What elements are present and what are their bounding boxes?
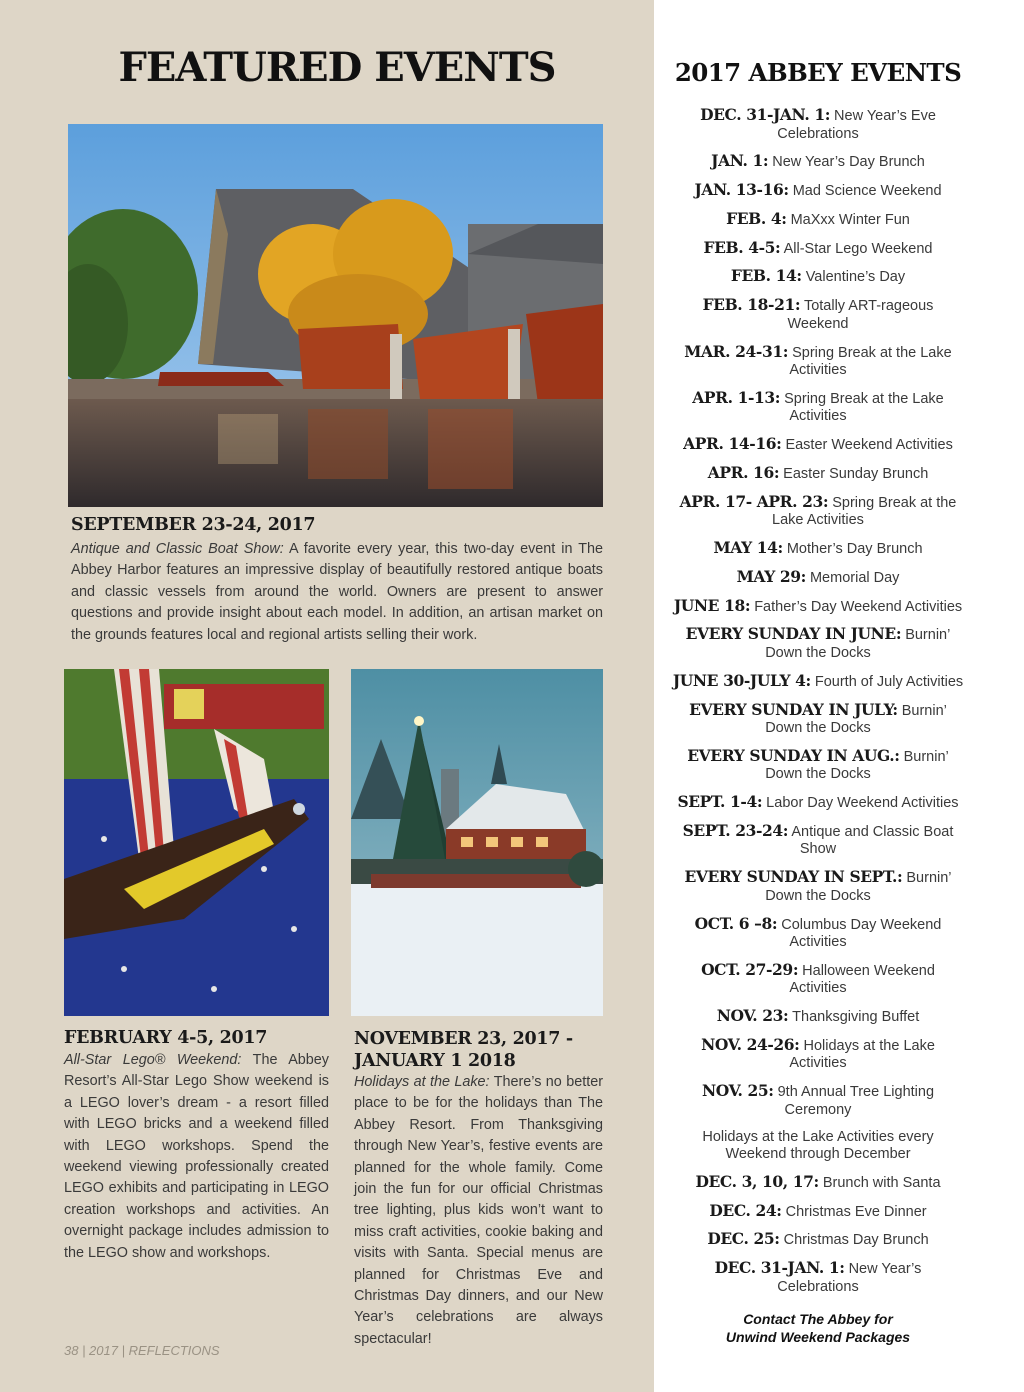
- schedule-item: [672, 296, 964, 333]
- schedule-item-date: NOV. 23:: [716, 1006, 789, 1026]
- schedule-item: [672, 1259, 964, 1296]
- schedule-item: [672, 915, 964, 952]
- schedule-item: [672, 1036, 964, 1073]
- event-description: [64, 1050, 329, 1264]
- schedule-item-text: Burnin’ Down the Docks: [765, 870, 952, 904]
- schedule-item: [672, 1173, 964, 1193]
- abbey-events-panel: [654, 0, 1024, 1392]
- schedule-item: [672, 539, 964, 559]
- schedule-item-text: Columbus Day Weekend Activities: [777, 916, 942, 951]
- schedule-item-date: JAN. 13-16:: [694, 180, 789, 200]
- schedule-item: [672, 1007, 964, 1027]
- schedule-list: [672, 106, 964, 1346]
- schedule-item-text: Father’s Day Weekend Activities: [750, 598, 963, 615]
- schedule-item: [672, 464, 964, 484]
- schedule-item-date: JUNE 18:: [673, 595, 751, 615]
- schedule-item-date: OCT. 27-29:: [701, 959, 799, 979]
- event-text: There’s no better place to be for the holidays than The Abbey Resort. From Thanksgiving through New Year’s, festive events are planned for the whole family. Come join the fun for our official Christmas tree lighting, plus kids won’t want to miss craft activities, cookie baking and visits with Santa. Special menus are planned for Christmas Eve and Christmas Day dinners, and our New Year’s celebrations are always spectacular!: [354, 1074, 603, 1347]
- schedule-item-date: FEB. 4:: [726, 208, 787, 228]
- schedule-item-text: New Year’s Day Brunch: [768, 154, 925, 171]
- schedule-item: [672, 343, 964, 380]
- schedule-item: [672, 435, 964, 455]
- event-name: All-Star Lego® Weekend:: [64, 1052, 242, 1068]
- event-name: Antique and Classic Boat Show:: [71, 541, 284, 557]
- schedule-item-text: New Year’s Celebrations: [777, 1261, 922, 1295]
- event-date: SEPTEMBER 23-24, 2017: [71, 515, 316, 535]
- schedule-item-text: Antique and Classic Boat Show: [788, 823, 954, 858]
- event-date: FEBRUARY 4-5, 2017: [64, 1028, 268, 1048]
- schedule-item: [672, 106, 964, 143]
- contact-line: Unwind Weekend Packages: [725, 1329, 911, 1346]
- schedule-item-text: Holidays at the Lake Activities every Weekend through December: [702, 1128, 934, 1163]
- schedule-item: [672, 181, 964, 201]
- page-footer: 38 | 2017 | REFLECTIONS: [64, 1343, 220, 1358]
- schedule-item-date: DEC. 25:: [707, 1229, 780, 1249]
- schedule-item-date: FEB. 4-5:: [703, 237, 781, 257]
- lego-photo: [64, 669, 329, 1016]
- schedule-item: [672, 267, 964, 287]
- schedule-item-text: Halloween Weekend Activities: [789, 962, 935, 997]
- schedule-item: [672, 210, 964, 230]
- schedule-item-text: Labor Day Weekend Activities: [762, 795, 959, 812]
- contact-note: [672, 1310, 964, 1346]
- schedule-item-text: Easter Weekend Activities: [781, 437, 953, 454]
- schedule-item-text: Spring Break at the Lake Activities: [772, 494, 957, 529]
- schedule-item-date: NOV. 24-26:: [701, 1034, 800, 1054]
- schedule-item: [672, 1129, 964, 1164]
- schedule-item-date: EVERY SUNDAY IN AUG.:: [687, 745, 900, 765]
- schedule-item: [672, 793, 964, 813]
- schedule-item: [672, 597, 964, 617]
- page-title: FEATURED EVENTS: [118, 44, 556, 91]
- schedule-item-text: Mad Science Weekend: [788, 183, 942, 200]
- schedule-item-text: Valentine’s Day: [801, 269, 906, 286]
- schedule-item-text: New Year’s Eve Celebrations: [777, 108, 936, 142]
- schedule-item-date: EVERY SUNDAY IN JULY:: [689, 699, 898, 719]
- schedule-item-text: MaXxx Winter Fun: [786, 211, 910, 228]
- schedule-item-date: EVERY SUNDAY IN SEPT.:: [684, 867, 903, 887]
- schedule-item-date: APR. 17- APR. 23:: [679, 491, 829, 511]
- schedule-item: [672, 1202, 964, 1222]
- schedule-item-text: Spring Break at the Lake Activities: [780, 390, 944, 425]
- schedule-item-text: Memorial Day: [805, 569, 900, 586]
- schedule-item-text: Totally ART-rageous Weekend: [787, 298, 934, 332]
- schedule-item: [672, 152, 964, 172]
- schedule-item: [672, 239, 964, 259]
- schedule-item-date: NOV. 25:: [701, 1081, 774, 1101]
- schedule-item-date: DEC. 3, 10, 17:: [695, 1171, 819, 1191]
- schedule-item: [672, 389, 964, 426]
- schedule-item-text: Christmas Day Brunch: [779, 1232, 929, 1249]
- schedule-item-date: MAY 29:: [736, 566, 806, 586]
- schedule-item-text: Fourth of July Activities: [810, 673, 964, 690]
- schedule-title: 2017 ABBEY EVENTS: [674, 58, 962, 87]
- schedule-item-text: Thanksgiving Buffet: [788, 1009, 920, 1026]
- schedule-item-text: Mother’s Day Brunch: [782, 541, 923, 558]
- schedule-item-date: SEPT. 23-24:: [682, 820, 789, 840]
- schedule-item: [672, 568, 964, 588]
- event-text: The Abbey Resort’s All-Star Lego Show weekend is a LEGO lover’s dream - a resort filled with LEGO bricks and a weekend filled with LEGO workshops. Spend the weekend viewing professionally created LEGO exhibits and participating in LEGO creation workshops and activities. An overnight package includes admission to the LEGO show and workshops.: [64, 1052, 329, 1261]
- event-name: Holidays at the Lake:: [354, 1074, 490, 1090]
- schedule-item: [672, 961, 964, 998]
- schedule-item-text: Burnin’ Down the Docks: [765, 627, 951, 661]
- schedule-item-text: Burnin’ Down the Docks: [765, 702, 947, 737]
- schedule-item-date: DEC. 31-JAN. 1:: [700, 105, 831, 124]
- schedule-item-date: JAN. 1:: [711, 151, 769, 171]
- event-description: [354, 1072, 603, 1350]
- schedule-item-date: OCT. 6 –8:: [694, 913, 778, 933]
- schedule-item-date: MAY 14:: [713, 538, 783, 558]
- schedule-item-text: Christmas Eve Dinner: [781, 1203, 927, 1220]
- schedule-item: [672, 625, 964, 662]
- schedule-item-text: 9th Annual Tree Lighting Ceremony: [773, 1084, 935, 1118]
- schedule-item: [672, 747, 964, 784]
- event-text: A favorite every year, this two-day event in The Abbey Harbor features an impressive display of beautifully restored antique boats and classic vessels from around the world. Owners are present to answer questions and provide insight about each model. In addition, an artisan market on the grounds features local and regional artists selling their work.: [71, 541, 603, 643]
- boat-show-photo: [68, 124, 603, 507]
- schedule-item-date: MAR. 24-31:: [684, 341, 789, 361]
- schedule-item-date: FEB. 14:: [730, 266, 802, 286]
- schedule-item: [672, 1082, 964, 1119]
- winter-tree-photo: [351, 669, 603, 1016]
- schedule-item-date: APR. 16:: [707, 462, 780, 482]
- schedule-item-text: Spring Break at the Lake Activities: [788, 344, 952, 379]
- event-description: [71, 539, 603, 646]
- contact-line: Contact The Abbey for: [743, 1311, 893, 1328]
- schedule-item: [672, 672, 964, 692]
- schedule-item: [672, 868, 964, 905]
- schedule-item-text: Brunch with Santa: [818, 1174, 941, 1191]
- schedule-item: [672, 1230, 964, 1250]
- schedule-item-text: Easter Sunday Brunch: [779, 465, 929, 482]
- schedule-item-text: All-Star Lego Weekend: [780, 240, 933, 257]
- schedule-item: [672, 701, 964, 738]
- schedule-item-date: JUNE 30-JULY 4:: [672, 670, 811, 690]
- schedule-item: [672, 493, 964, 530]
- schedule-item-date: EVERY SUNDAY IN JUNE:: [685, 624, 902, 644]
- schedule-item-date: SEPT. 1-4:: [677, 792, 763, 812]
- schedule-item: [672, 822, 964, 859]
- schedule-item-date: DEC. 31-JAN. 1:: [714, 1258, 845, 1278]
- schedule-item-date: FEB. 18-21:: [702, 295, 801, 315]
- schedule-item-text: Burnin’ Down the Docks: [765, 748, 949, 783]
- schedule-item-date: APR. 14-16:: [683, 434, 782, 454]
- schedule-item-date: DEC. 24:: [709, 1200, 782, 1220]
- schedule-item-date: APR. 1-13:: [692, 387, 781, 407]
- event-date: NOVEMBER 23, 2017 - JANUARY 1 2018: [354, 1029, 573, 1071]
- schedule-item-text: Holidays at the Lake Activities: [789, 1037, 935, 1072]
